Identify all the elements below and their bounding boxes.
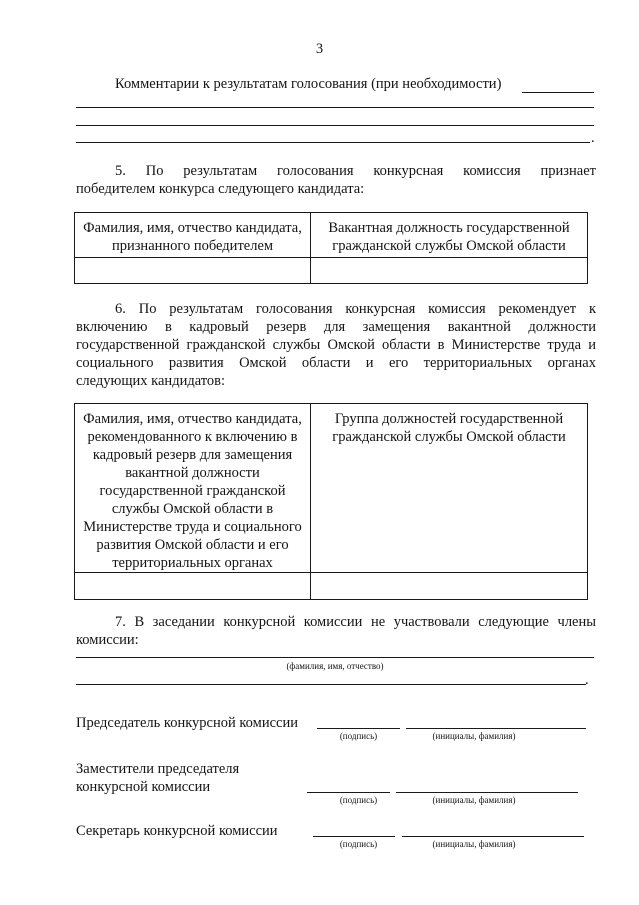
- section6-line-5: следующих кандидатов:: [76, 373, 226, 389]
- deputies-signature-caption: (подпись): [339, 795, 378, 805]
- reserve-table-header-name: Фамилия, имя, отчество кандидата, рекомендованного к включению в кадровый резерв для замещения вакантной должности государственной гражданской службы Омской области в Министерстве труда и социального развития Омской области и его территориальных органах: [75, 404, 311, 573]
- chairman-initials-line: [406, 728, 586, 729]
- chairman-label: Председатель конкурсной комиссии: [76, 715, 298, 731]
- reserve-table-cell-group: [311, 573, 588, 600]
- winner-table: [74, 212, 588, 284]
- reserve-table: [74, 403, 588, 600]
- secretary-initials-line: [402, 836, 584, 837]
- absent-members-line-1: [76, 657, 594, 658]
- section7-line-2: комиссии:: [76, 632, 139, 648]
- deputies-signature-line: [307, 792, 390, 793]
- section6-line-4: социального развития Омской области и его территориальных органах: [76, 355, 596, 371]
- section6-line-2: включению в кадровый резерв для замещения вакантной должности: [76, 319, 596, 335]
- comments-line-3: [76, 125, 594, 126]
- deputies-initials-caption: (инициалы, фамилия): [432, 795, 516, 805]
- winner-table-cell-name: [75, 258, 311, 284]
- deputies-label-line-2: конкурсной комиссии: [76, 779, 211, 795]
- winner-table-header-name: Фамилия, имя, отчество кандидата, признанного победителем: [75, 213, 311, 258]
- chairman-initials-caption: (инициалы, фамилия): [432, 731, 516, 741]
- comments-line-4: [76, 142, 590, 143]
- chairman-signature-caption: (подпись): [339, 731, 378, 741]
- comments-line-2: [76, 107, 594, 108]
- section7-line-1: 7. В заседании конкурсной комиссии не участвовали следующие члены: [115, 614, 596, 630]
- secretary-signature-line: [313, 836, 395, 837]
- comments-line-1: [522, 92, 594, 93]
- absent-members-caption: (фамилия, имя, отчество): [286, 661, 384, 671]
- reserve-table-header-group: Группа должностей государственной гражданской службы Омской области: [311, 404, 588, 573]
- section6-line-3: государственной гражданской службы Омской области в Министерстве труда и: [76, 337, 596, 353]
- page-number: 3: [315, 41, 324, 57]
- reserve-table-cell-name: [75, 573, 311, 600]
- secretary-initials-caption: (инициалы, фамилия): [432, 839, 516, 849]
- comments-end-mark: .: [591, 130, 595, 146]
- section5-line-1: 5. По результатам голосования конкурсная комиссия признает: [115, 163, 596, 179]
- deputies-initials-line: [396, 792, 578, 793]
- section6-line-1: 6. По результатам голосования конкурсная комиссия рекомендует к: [115, 301, 596, 317]
- comments-label: Комментарии к результатам голосования (при необходимости): [115, 76, 502, 92]
- absent-members-line-2: [76, 684, 586, 685]
- secretary-label: Секретарь конкурсной комиссии: [76, 823, 278, 839]
- section5-line-2: победителем конкурса следующего кандидата:: [76, 181, 365, 197]
- section7-end-mark: .: [585, 672, 589, 688]
- secretary-signature-caption: (подпись): [339, 839, 378, 849]
- winner-table-cell-position: [311, 258, 588, 284]
- chairman-signature-line: [317, 728, 400, 729]
- winner-table-header-position: Вакантная должность государственной гражданской службы Омской области: [311, 213, 588, 258]
- deputies-label-line-1: Заместители председателя: [76, 761, 240, 777]
